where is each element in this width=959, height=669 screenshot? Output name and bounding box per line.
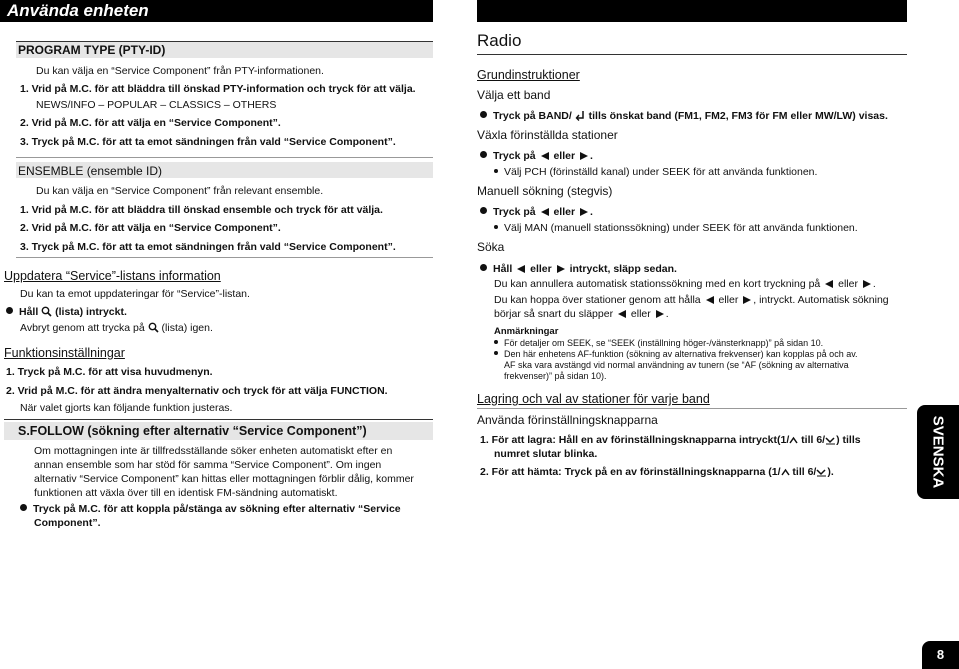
bullet-icon [494, 340, 498, 344]
header-bar-right [477, 0, 907, 22]
left-arrow-icon [825, 280, 833, 288]
left-arrow-icon [706, 296, 714, 304]
bullet-icon [6, 307, 13, 314]
bullet-icon [20, 504, 27, 511]
update-cancel: Avbryt genom att trycka på (lista) igen. [20, 322, 213, 334]
right-arrow-icon [580, 208, 588, 216]
up-arrow-icon [781, 468, 790, 477]
bullet-icon [494, 225, 498, 229]
down-return-icon [825, 436, 836, 445]
presetbtn-heading: Använda förinställningsknapparna [477, 413, 658, 427]
up-arrow-icon [789, 436, 798, 445]
pty-step2: 2. Vrid på M.C. för att välja en “Service Component”. [20, 117, 281, 129]
notes-heading: Anmärkningar [494, 326, 559, 337]
seek-p1: Du kan annullera automatisk stationssökning med en kort tryckning på eller . [494, 278, 876, 290]
manual-text: Tryck på eller . [480, 205, 593, 219]
note-2a: Den här enhetens AF-funktion (sökning av alternativa frekvenser) kan kopplas på och av. [494, 348, 858, 360]
note-2b: AF ska vara avstängd vid normal användning av tunern (se “AF (sökning av alternativa [504, 360, 849, 370]
divider [16, 157, 433, 158]
sfollow-p4: funktionen att växla över till en identisk FM-sändning automatiskt. [34, 487, 338, 499]
left-arrow-icon [541, 152, 549, 160]
preset-text: Tryck på eller . [480, 149, 593, 163]
func-heading: Funktionsinställningar [4, 346, 125, 360]
bullet-icon [480, 151, 487, 158]
search-list-icon [41, 306, 52, 317]
sfollow-p2: annan ensemble som har stöd för samma “Service Component”. Om ingen [34, 459, 382, 471]
page-number: 8 [922, 641, 959, 669]
divider [16, 41, 433, 42]
right-arrow-icon [580, 152, 588, 160]
store-step2: 2. För att hämta: Tryck på en av förinställningsknapparna (1/ till 6/ ). [480, 466, 834, 478]
update-heading: Uppdatera “Service”-listans information [4, 269, 221, 283]
seek-text: Håll eller intryckt, släpp sedan. [480, 262, 677, 276]
header-bar-left [0, 0, 433, 22]
page-title: Använda enheten [7, 1, 149, 20]
pty-step3: 3. Tryck på M.C. för att ta emot sändningen från vald “Service Component”. [20, 136, 396, 148]
note-1: För detaljer om SEEK, se “SEEK (inställning höger-/vänsterknapp)” på sidan 10. [494, 337, 823, 349]
ensemble-step1: 1. Vrid på M.C. för att bläddra till önskad ensemble och tryck för att välja. [20, 204, 383, 216]
bullet-icon [494, 169, 498, 173]
preset-sub: Välj PCH (förinställd kanal) under SEEK för att använda funktionen. [494, 165, 817, 179]
pty-heading: PROGRAM TYPE (PTY-ID) [18, 43, 166, 57]
note-2c: frekvenser)” på sidan 10). [504, 371, 607, 381]
band-heading: Välja ett band [477, 88, 551, 102]
sfollow-b2: Component”. [34, 517, 101, 529]
pty-intro: Du kan välja en “Service Component” från PTY-informationen. [36, 65, 324, 77]
pty-step1: 1. Vrid på M.C. för att bläddra till önskad PTY-information och tryck för att välja. [20, 83, 416, 95]
seek-p2: Du kan hoppa över stationer genom att hålla eller , intryckt. Automatisk sökning [494, 294, 889, 306]
escape-icon [575, 109, 586, 121]
pty-list: NEWS/INFO – POPULAR – CLASSICS – OTHERS [36, 99, 277, 111]
bullet-icon [480, 207, 487, 214]
preset-heading: Växla förinställda stationer [477, 128, 618, 142]
left-arrow-icon [541, 208, 549, 216]
left-arrow-icon [517, 265, 525, 273]
language-label: SVENSKA [929, 415, 947, 489]
search-list-icon [148, 322, 159, 333]
down-return-icon [816, 468, 827, 477]
right-arrow-icon [557, 265, 565, 273]
right-arrow-icon [656, 310, 664, 318]
sfollow-heading: S.FOLLOW (sökning efter alternativ “Service Component”) [18, 424, 367, 438]
store-step1b: numret slutar blinka. [494, 448, 598, 460]
func-step2: 2. Vrid på M.C. för att ändra menyalternativ och tryck för att välja FUNCTION. [6, 385, 388, 397]
divider [16, 257, 433, 258]
func-step2b: När valet gjorts kan följande funktion justeras. [20, 402, 233, 414]
bullet-icon [480, 111, 487, 118]
left-arrow-icon [618, 310, 626, 318]
divider [4, 419, 433, 420]
divider [477, 408, 907, 409]
language-tab [917, 405, 959, 499]
radio-title: Radio [477, 31, 522, 50]
right-arrow-icon [863, 280, 871, 288]
sfollow-p1: Om mottagningen inte är tillfredsställande söker enheten automatiskt efter en [34, 445, 393, 457]
bullet-icon [480, 264, 487, 271]
update-hold: Håll (lista) intryckt. [6, 305, 127, 319]
manual-sub: Välj MAN (manuell stationssökning) under SEEK för att använda funktionen. [494, 221, 858, 235]
manual-heading: Manuell sökning (stegvis) [477, 184, 613, 198]
seek-p2c: börjar så snart du släpper eller . [494, 308, 669, 320]
seek-heading: Söka [477, 240, 505, 254]
band-text: Tryck på BAND/ tills önskat band (FM1, FM2, FM3 för FM eller MW/LW) visas. [480, 109, 888, 123]
store-heading: Lagring och val av stationer för varje band [477, 392, 710, 406]
right-arrow-icon [743, 296, 751, 304]
bullet-icon [494, 351, 498, 355]
ensemble-heading: ENSEMBLE (ensemble ID) [18, 164, 163, 178]
ensemble-intro: Du kan välja en “Service Component” från relevant ensemble. [36, 185, 324, 197]
basic-heading: Grundinstruktioner [477, 68, 580, 82]
divider [477, 54, 907, 55]
update-intro: Du kan ta emot uppdateringar för “Service”-listan. [20, 288, 250, 300]
ensemble-step2: 2. Vrid på M.C. för att välja en “Service Component”. [20, 222, 281, 234]
sfollow-b1: Tryck på M.C. för att koppla på/stänga av sökning efter alternativ “Service [20, 502, 401, 516]
sfollow-p3: alternativ “Service Component” kan hittas eller mottagningen förblir dålig, kommer [34, 473, 414, 485]
func-step1: 1. Tryck på M.C. för att visa huvudmenyn. [6, 366, 213, 378]
ensemble-step3: 3. Tryck på M.C. för att ta emot sändningen från vald “Service Component”. [20, 241, 396, 253]
store-step1: 1. För att lagra: Håll en av förinställningsknapparna intryckt(1/ till 6/ ) tills [480, 434, 861, 446]
